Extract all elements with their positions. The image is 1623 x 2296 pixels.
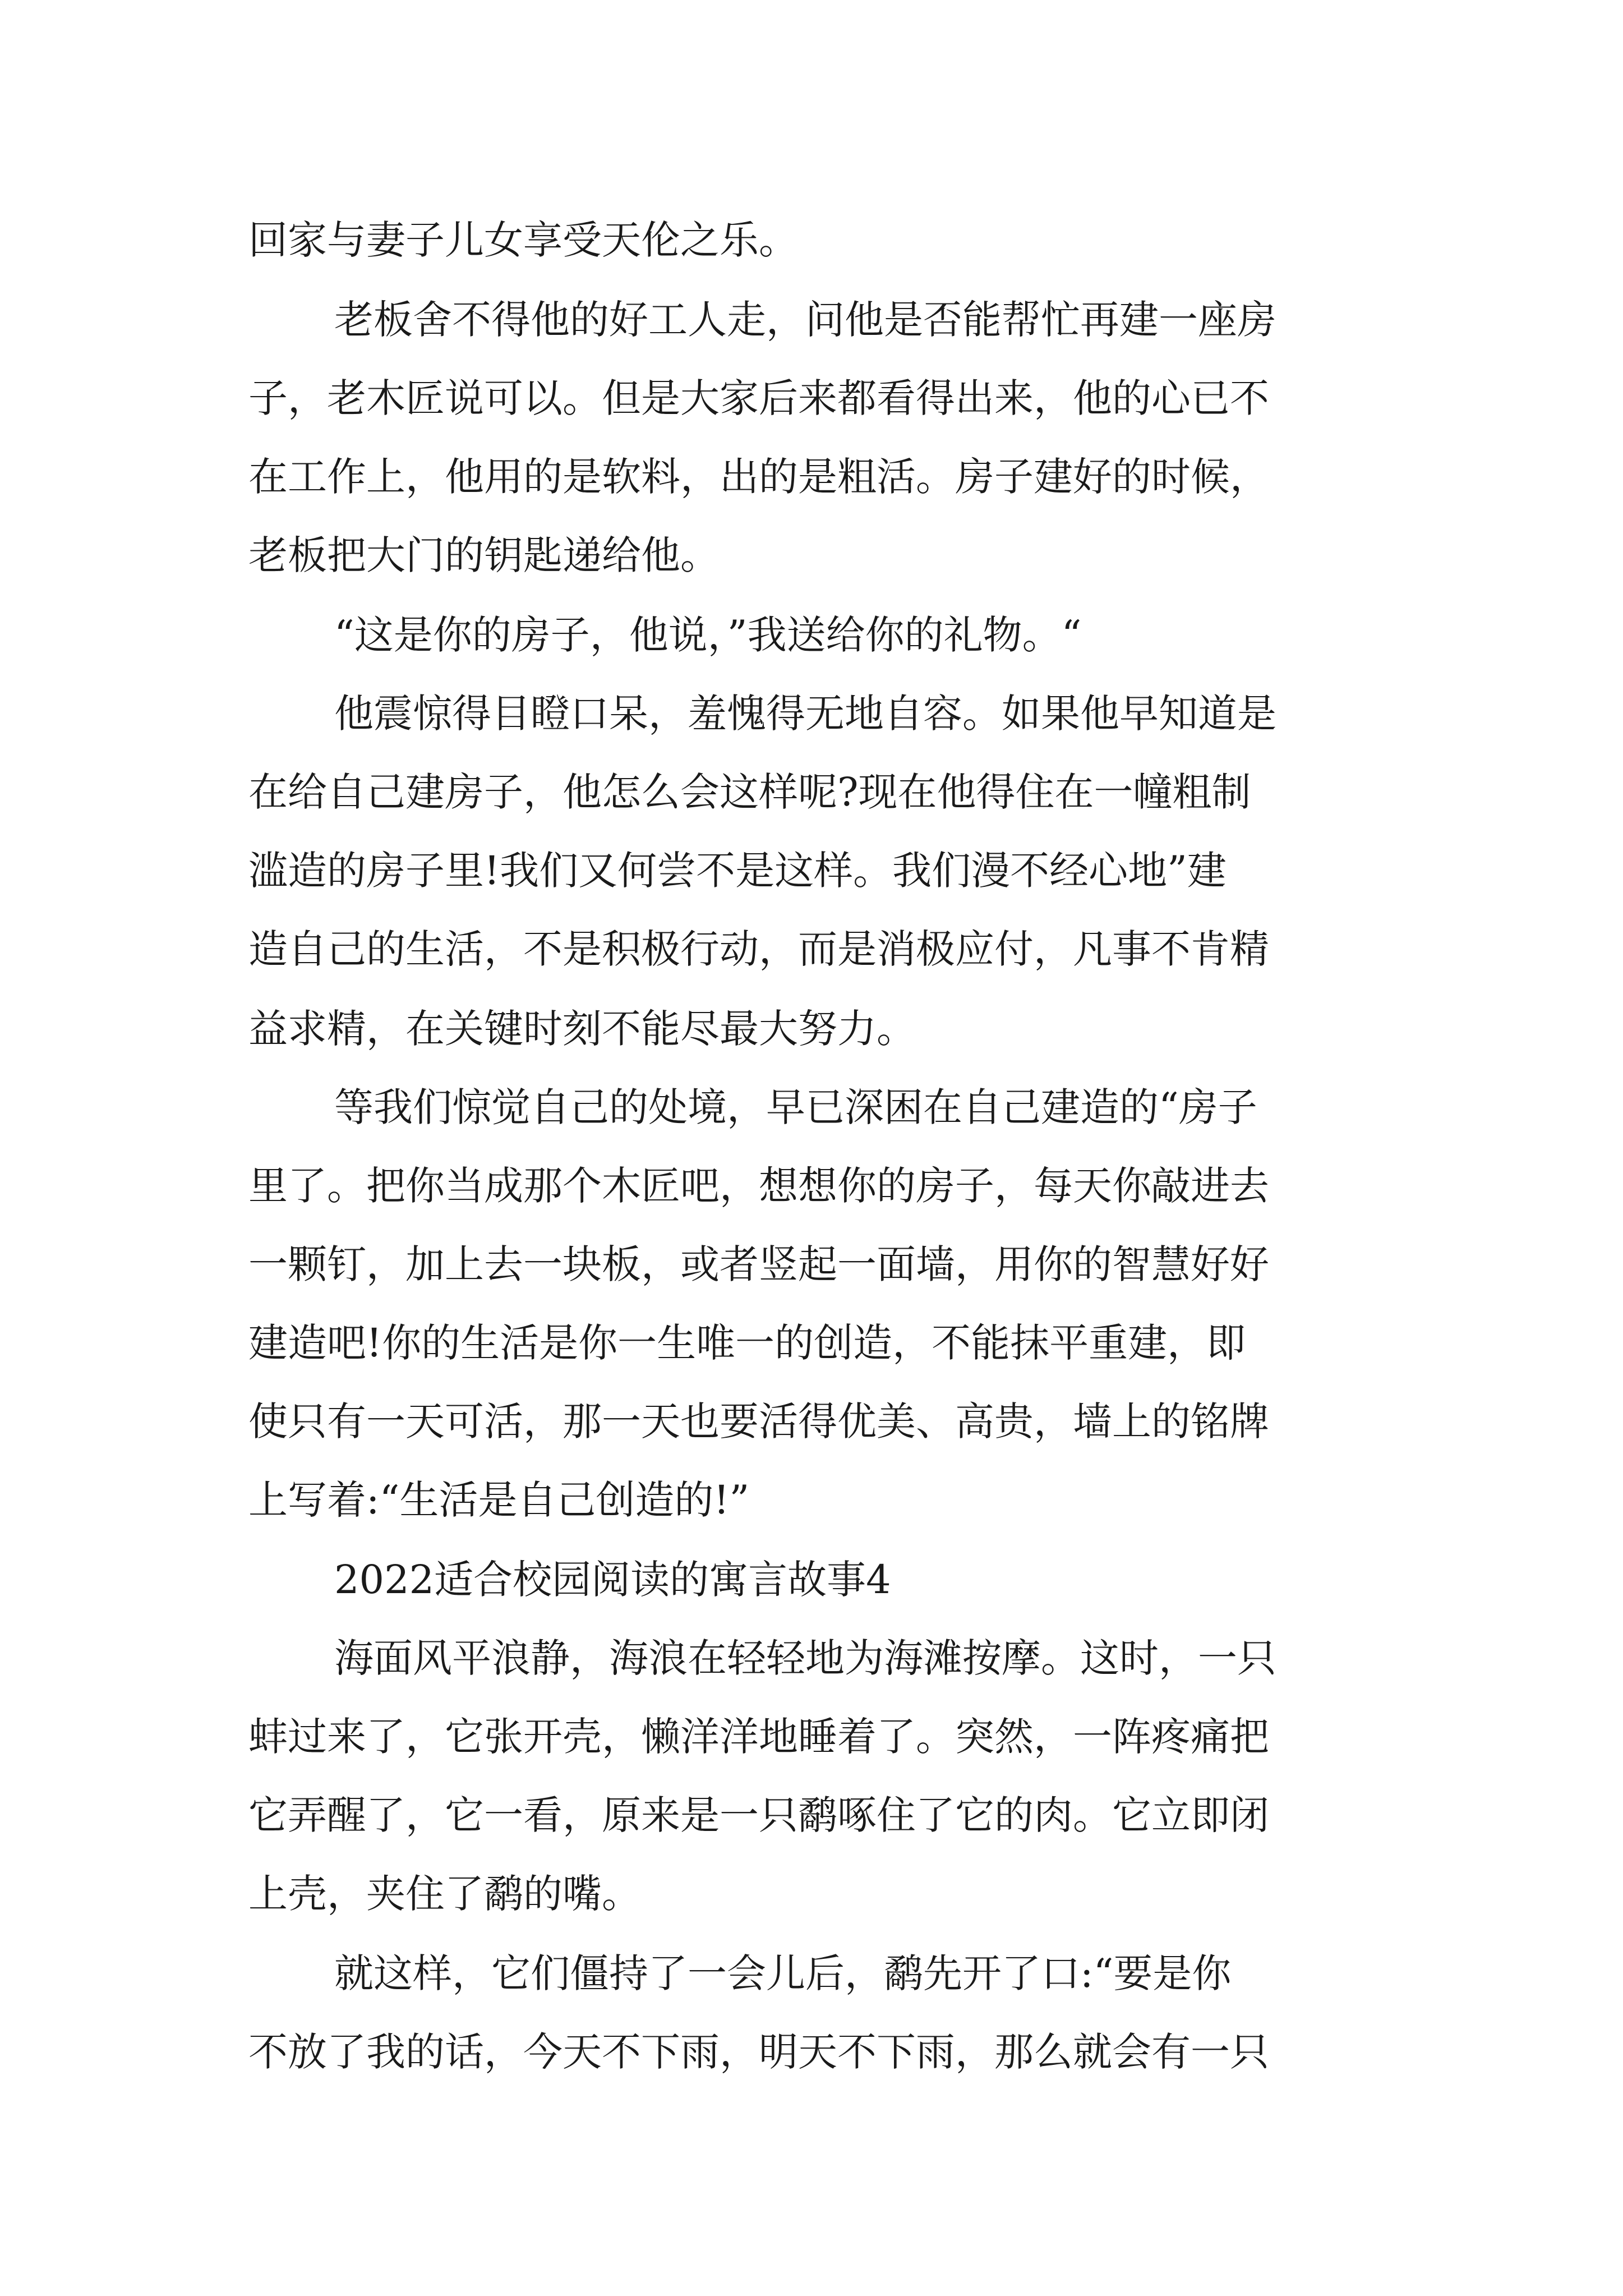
paragraph-start-line: 海面风平浪静，海浪在轻轻地为海滩按摩。这时，一只: [334, 1635, 1276, 1681]
text-line: 回家与妻子儿女享受天伦之乐。: [248, 217, 798, 263]
text-line: 建造吧!你的生活是你一生唯一的创造，不能抹平重建，即: [248, 1320, 1246, 1366]
text-line: 滥造的房子里!我们又何尝不是这样。我们漫不经心地”建: [248, 848, 1227, 894]
text-line: 不放了我的话，今天不下雨，明天不下雨，那么就会有一只: [248, 2029, 1269, 2075]
paragraph-start-line: “这是你的房子，他说，”我送给你的礼物。“: [334, 612, 1082, 658]
text-line: 上写着:“生活是自己创造的!”: [248, 1477, 750, 1523]
text-line: 老板把大门的钥匙递给他。: [248, 532, 720, 578]
text-line: 在给自己建房子，他怎么会这样呢?现在他得住在一幢粗制: [248, 769, 1251, 815]
paragraph-start-line: 就这样，它们僵持了一会儿后，鹬先开了口:“要是你: [334, 1950, 1232, 1996]
paragraph-start-line: 等我们惊觉自己的处境，早已深困在自己建造的“房子: [334, 1084, 1257, 1130]
text-line: 蚌过来了，它张开壳，懒洋洋地睡着了。突然，一阵疼痛把: [248, 1714, 1269, 1760]
section-heading: 2022适合校园阅读的寓言故事4: [334, 1557, 891, 1603]
text-line: 上壳，夹住了鹬的嘴。: [248, 1871, 641, 1917]
text-line: 益求精，在关键时刻不能尽最大努力。: [248, 1006, 916, 1052]
text-line: 它弄醒了，它一看，原来是一只鹬啄住了它的肉。它立即闭: [248, 1792, 1269, 1838]
text-line: 子，老木匠说可以。但是大家后来都看得出来，他的心已不: [248, 375, 1269, 421]
text-line: 使只有一天可活，那一天也要活得优美、高贵，墙上的铭牌: [248, 1398, 1269, 1444]
paragraph-start-line: 他震惊得目瞪口呆，羞愧得无地自容。如果他早知道是: [334, 691, 1276, 737]
text-line: 造自己的生活，不是积极行动，而是消极应付，凡事不肯精: [248, 926, 1269, 972]
text-line: 一颗钉，加上去一块板，或者竖起一面墙，用你的智慧好好: [248, 1241, 1269, 1287]
text-line: 在工作上，他用的是软料，出的是粗活。房子建好的时候，: [248, 454, 1269, 500]
text-line: 里了。把你当成那个木匠吧，想想你的房子，每天你敲进去: [248, 1163, 1269, 1209]
paragraph-start-line: 老板舍不得他的好工人走，问他是否能帮忙再建一座房: [334, 297, 1276, 343]
